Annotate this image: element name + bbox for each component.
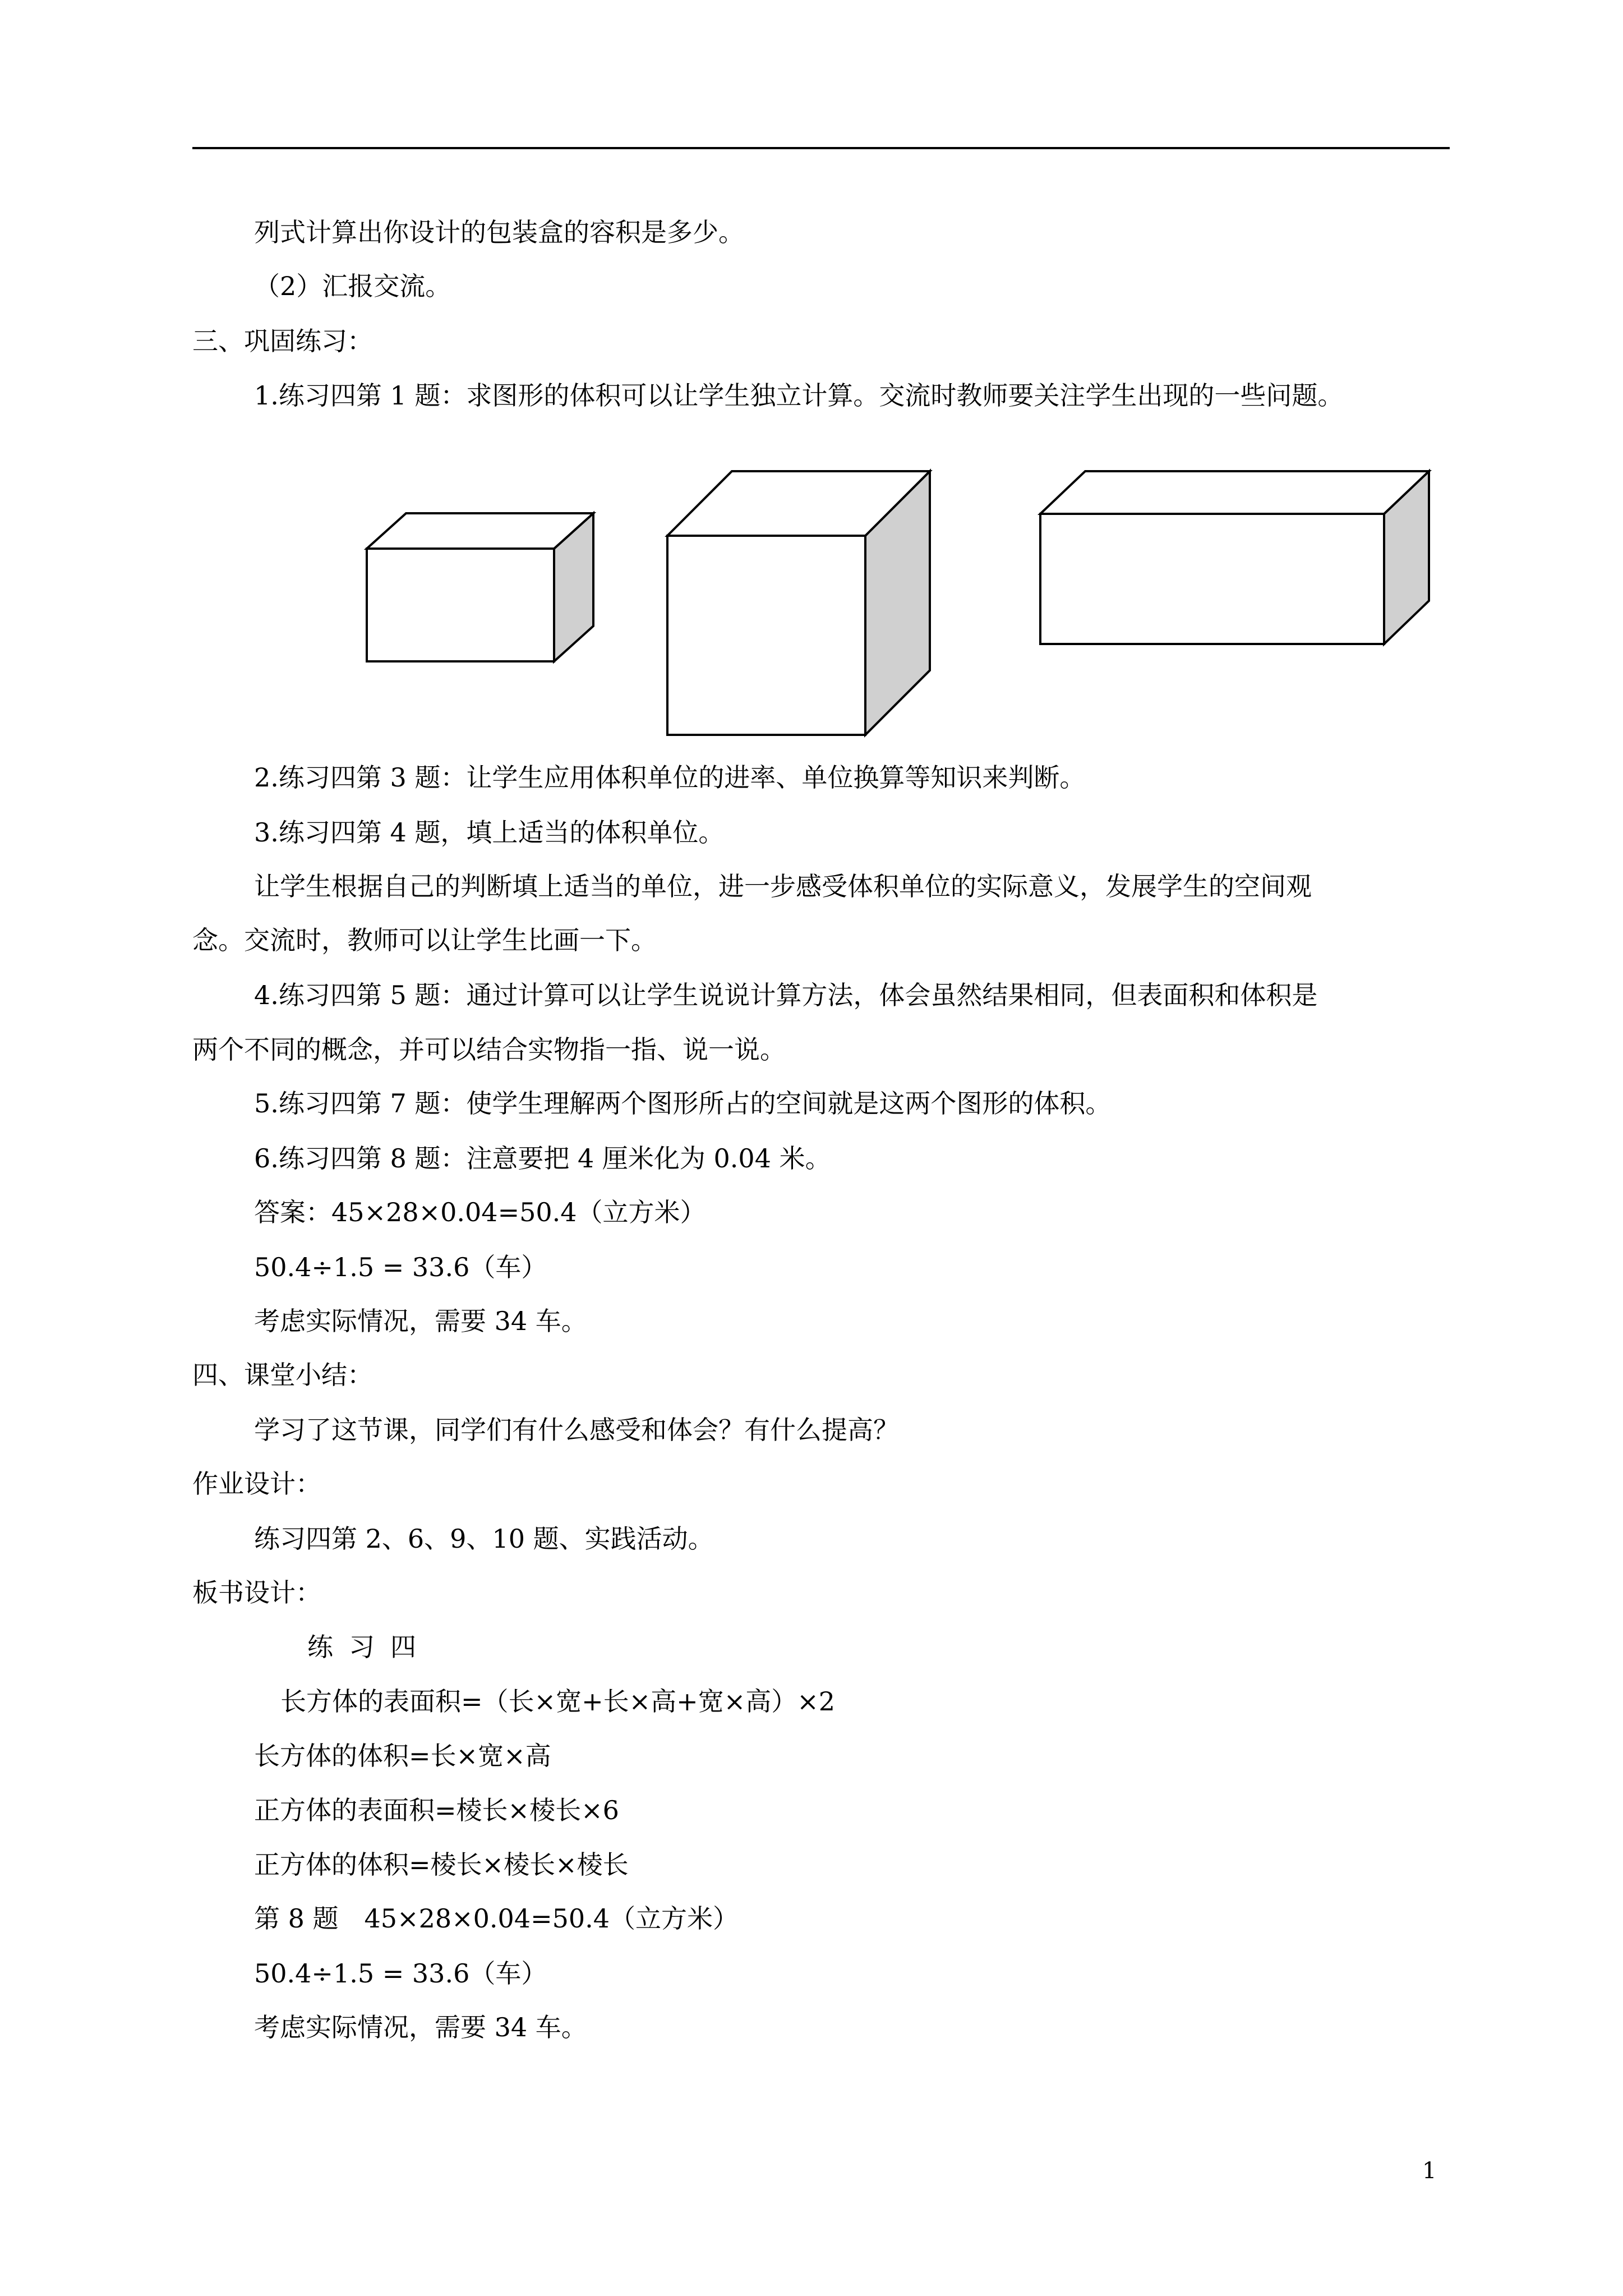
board-line: 正方体的表面积=棱长×棱长×6 <box>254 1795 619 1825</box>
board-line: 长方体的体积=长×宽×高 <box>254 1741 551 1771</box>
text-line: 50.4÷1.5 = 33.6（车） <box>254 1252 547 1282</box>
board-line: 第 8 题 45×28×0.04=50.4（立方米） <box>254 1903 739 1934</box>
section-heading: 四、课堂小结： <box>192 1360 373 1390</box>
cube <box>667 471 930 735</box>
text-line: 2.练习四第 3 题：让学生应用体积单位的进率、单位换算等知识来判断。 <box>254 762 1086 793</box>
text-line: 两个不同的概念，并可以结合实物指一指、说一说。 <box>192 1034 786 1065</box>
board-line: 50.4÷1.5 = 33.6（车） <box>254 1958 547 1989</box>
text-line: 5.练习四第 7 题：使学生理解两个图形所占的空间就是这两个图形的体积。 <box>254 1088 1112 1119</box>
text-line: 考虑实际情况，需要 34 车。 <box>254 1306 587 1336</box>
text-line: 3.练习四第 4 题，填上适当的体积单位。 <box>254 817 725 848</box>
header-rule <box>192 147 1450 149</box>
text-line: 4.练习四第 5 题：通过计算可以让学生说说计算方法，体会虽然结果相同，但表面积和体积是 <box>254 980 1318 1010</box>
cuboid-figures <box>348 460 1469 740</box>
board-line: 长方体的表面积=（长×宽+长×高+宽×高）×2 <box>280 1686 836 1717</box>
text-line: 学习了这节课，同学们有什么感受和体会？有什么提高？ <box>254 1415 899 1445</box>
board-line: 正方体的体积=棱长×棱长×棱长 <box>254 1849 629 1880</box>
section-heading: 作业设计： <box>192 1469 321 1499</box>
section-heading: 板书设计： <box>192 1577 321 1608</box>
board-title: 练习四 <box>307 1632 432 1662</box>
text-line: 1.练习四第 1 题：求图形的体积可以让学生独立计算。交流时教师要关注学生出现的一些问题。 <box>254 380 1344 411</box>
text-line: 答案：45×28×0.04=50.4（立方米） <box>254 1197 706 1227</box>
page-number: 1 <box>1422 2158 1437 2184</box>
text-line: 念。交流时，教师可以让学生比画一下。 <box>192 925 657 955</box>
text-line: 让学生根据自己的判断填上适当的单位，进一步感受体积单位的实际意义，发展学生的空间观 <box>254 871 1312 901</box>
text-line: 6.练习四第 8 题：注意要把 4 厘米化为 0.04 米。 <box>254 1143 831 1174</box>
section-heading: 三、巩固练习： <box>192 326 373 356</box>
text-line: 列式计算出你设计的包装盒的容积是多少。 <box>254 217 744 247</box>
text-line: 练习四第 2、6、9、10 题、实践活动。 <box>254 1524 714 1554</box>
cuboid-long <box>1040 471 1429 644</box>
cuboid-small <box>367 513 593 661</box>
text-line: （2）汇报交流。 <box>254 271 451 301</box>
board-line: 考虑实际情况，需要 34 车。 <box>254 2012 587 2042</box>
